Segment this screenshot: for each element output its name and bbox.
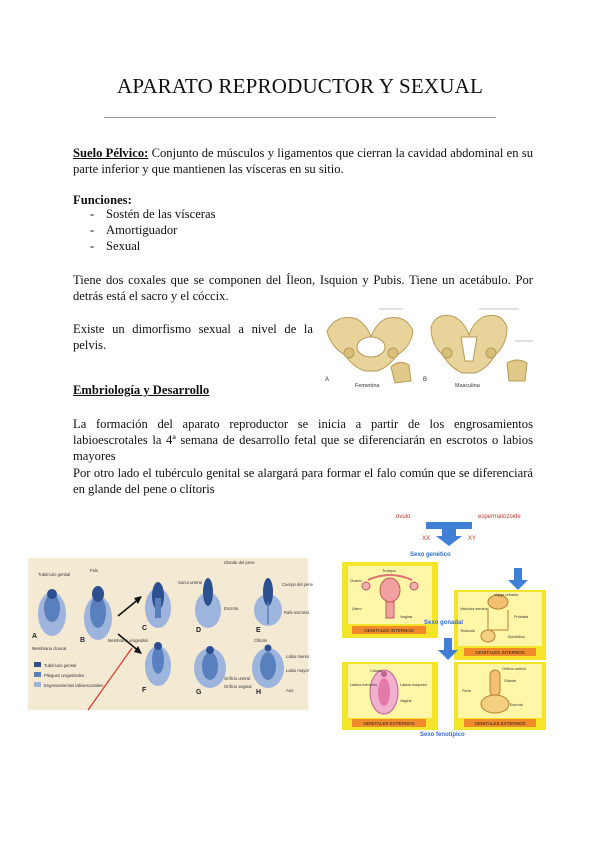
label-epididimo: Epidídimo bbox=[508, 635, 525, 639]
label-escroto: Escroto bbox=[510, 703, 523, 707]
label-cuerpo-pene: Cuerpo del pene bbox=[282, 582, 313, 587]
label-orificio-uretral: Orificio uretral bbox=[224, 676, 251, 681]
panel-male-internal bbox=[454, 590, 546, 660]
letter-g: G bbox=[196, 689, 202, 696]
funciones-heading: Funciones: bbox=[73, 193, 132, 207]
pelvis-caption-female: Femenina bbox=[355, 383, 380, 389]
letter-d: D bbox=[196, 627, 202, 634]
sexo-genetico-label: Sexo genético bbox=[410, 552, 451, 558]
label-vagina-int: Vagina bbox=[400, 614, 413, 619]
embriologia-heading bbox=[73, 382, 533, 398]
label-prostata: Próstata bbox=[514, 615, 529, 619]
xx-label: XX bbox=[422, 536, 431, 542]
label-falo: Falo bbox=[90, 568, 99, 573]
sex-differentiation-figure bbox=[338, 506, 548, 738]
label-escroto: Escroto bbox=[224, 606, 239, 611]
label-labios-mayores: Labios mayores bbox=[400, 683, 427, 687]
label-clitoris: Clítoris bbox=[370, 669, 382, 673]
suelo-pelvico-text: Conjunto de músculos y ligamentos que cierran la cavidad abdominal en su parte inferior y que mantienen las vísceras en su sitio. bbox=[73, 146, 533, 176]
letter-c: C bbox=[142, 625, 148, 632]
dimorfismo-paragraph: Existe un dimorfismo sexual a nivel de la pelvis. bbox=[73, 322, 313, 352]
ovulo-label: óvulo bbox=[396, 514, 411, 520]
suelo-pelvico-paragraph bbox=[73, 145, 533, 177]
list-item: - Amortiguador bbox=[90, 222, 215, 238]
label-testiculo: Testículo bbox=[460, 629, 475, 633]
pelvis-figure bbox=[319, 301, 539, 389]
label-pene: Pene bbox=[462, 689, 471, 693]
legend-pliegues: Pliegues urogenitales bbox=[44, 673, 85, 678]
panel-caption: GENITALES INTERNOS bbox=[475, 650, 525, 655]
panel-caption: GENITALES EXTERNOS bbox=[474, 721, 526, 726]
label-vesicula: Vesícula seminal bbox=[460, 607, 489, 611]
label-orificio-uretral: Orificio uretral bbox=[502, 667, 526, 671]
label-utero: Útero bbox=[352, 606, 362, 611]
letter-b: B bbox=[80, 637, 86, 644]
sexo-gonadal-label: Sexo gonadal bbox=[424, 620, 464, 626]
legend-engrosamientos: Engrosamientos labioescrotales bbox=[44, 683, 104, 688]
label-labio-mayor: Labio mayor bbox=[286, 668, 310, 673]
suelo-pelvico-label: Suelo Pélvico: bbox=[73, 146, 149, 160]
pelvis-label-b: B bbox=[423, 377, 428, 383]
label-vejiga: Vejiga urinaria bbox=[494, 593, 519, 597]
sexo-fenotipico-label: Sexo fenotípico bbox=[420, 732, 465, 738]
pelvis-illustration bbox=[319, 301, 539, 389]
panel-caption: GENITALES INTERNOS bbox=[364, 628, 414, 633]
embriologia-paragraph-2: Por otro lado el tubérculo genital se alargará para formar el falo común que se diferenciará en glande del pene o clítoris bbox=[73, 466, 533, 496]
page-title: APARATO REPRODUCTOR Y SEXUAL bbox=[117, 74, 483, 98]
embryo-illustration bbox=[28, 558, 313, 710]
letter-e: E bbox=[256, 627, 261, 634]
label-orificio-vaginal: Orificio vaginal bbox=[224, 684, 252, 689]
label-ano: Ano bbox=[286, 688, 294, 693]
label-rafe-escrotal: Rafe escrotal bbox=[284, 610, 309, 615]
panel-female-internal bbox=[342, 562, 438, 638]
funciones-list bbox=[90, 206, 215, 254]
list-item: - Sostén de las vísceras bbox=[90, 206, 215, 222]
letter-a: A bbox=[32, 633, 38, 640]
sex-differentiation-diagram bbox=[338, 506, 548, 738]
embryo-figure bbox=[28, 558, 313, 710]
label-membrana-cloacal: Membrana cloacal bbox=[32, 646, 67, 651]
letter-f: F bbox=[142, 687, 147, 694]
pelvis-label-a: A bbox=[325, 377, 330, 383]
label-vagina-ext: Vagina bbox=[400, 699, 412, 703]
label-labios-menores: Labios menores bbox=[350, 683, 378, 687]
panel-caption: GENITALES EXTERNOS bbox=[363, 721, 415, 726]
label-clitoris: Clítoris bbox=[254, 638, 268, 643]
legend-tuberculo: Tubérculo genital bbox=[44, 663, 76, 668]
letter-h: H bbox=[256, 689, 262, 696]
label-membrana-urogenital: Membrana urogenital bbox=[108, 638, 148, 643]
embriologia-heading-text: Embriología y Desarrollo bbox=[73, 383, 210, 397]
label-ovario: Ovario bbox=[350, 578, 362, 583]
pelvis-caption-male: Masculina bbox=[455, 383, 480, 389]
label-trompa: Trompa bbox=[382, 568, 396, 573]
label-glande: Glande del pene bbox=[224, 560, 255, 565]
xy-label: XY bbox=[468, 536, 477, 542]
embriologia-paragraph-1: La formación del aparato reproductor se inicia a partir de los engrosamientos labioescrotales la 4ª semana de desarrollo fetal que se diferenciarán en escrotos o labios mayores bbox=[73, 417, 533, 463]
label-labio-menor: Labio menor bbox=[286, 654, 310, 659]
label-tuberculo: Tubérculo genital bbox=[38, 572, 70, 577]
panel-female-external bbox=[342, 662, 438, 730]
panel-male-external bbox=[454, 662, 546, 730]
title-divider bbox=[104, 117, 496, 118]
list-item: - Sexual bbox=[90, 238, 215, 254]
coxales-paragraph: Tiene dos coxales que se componen del Íleon, Isquion y Pubis. Tiene un acetábulo. Por detrás está el sacro y el cóccix. bbox=[73, 273, 533, 303]
fertilization-bar bbox=[426, 522, 472, 529]
label-glande: Glande bbox=[504, 679, 517, 683]
espermatozoide-label: espermatozoide bbox=[478, 514, 521, 520]
label-surco-uretral: Surco uretral bbox=[178, 580, 202, 585]
